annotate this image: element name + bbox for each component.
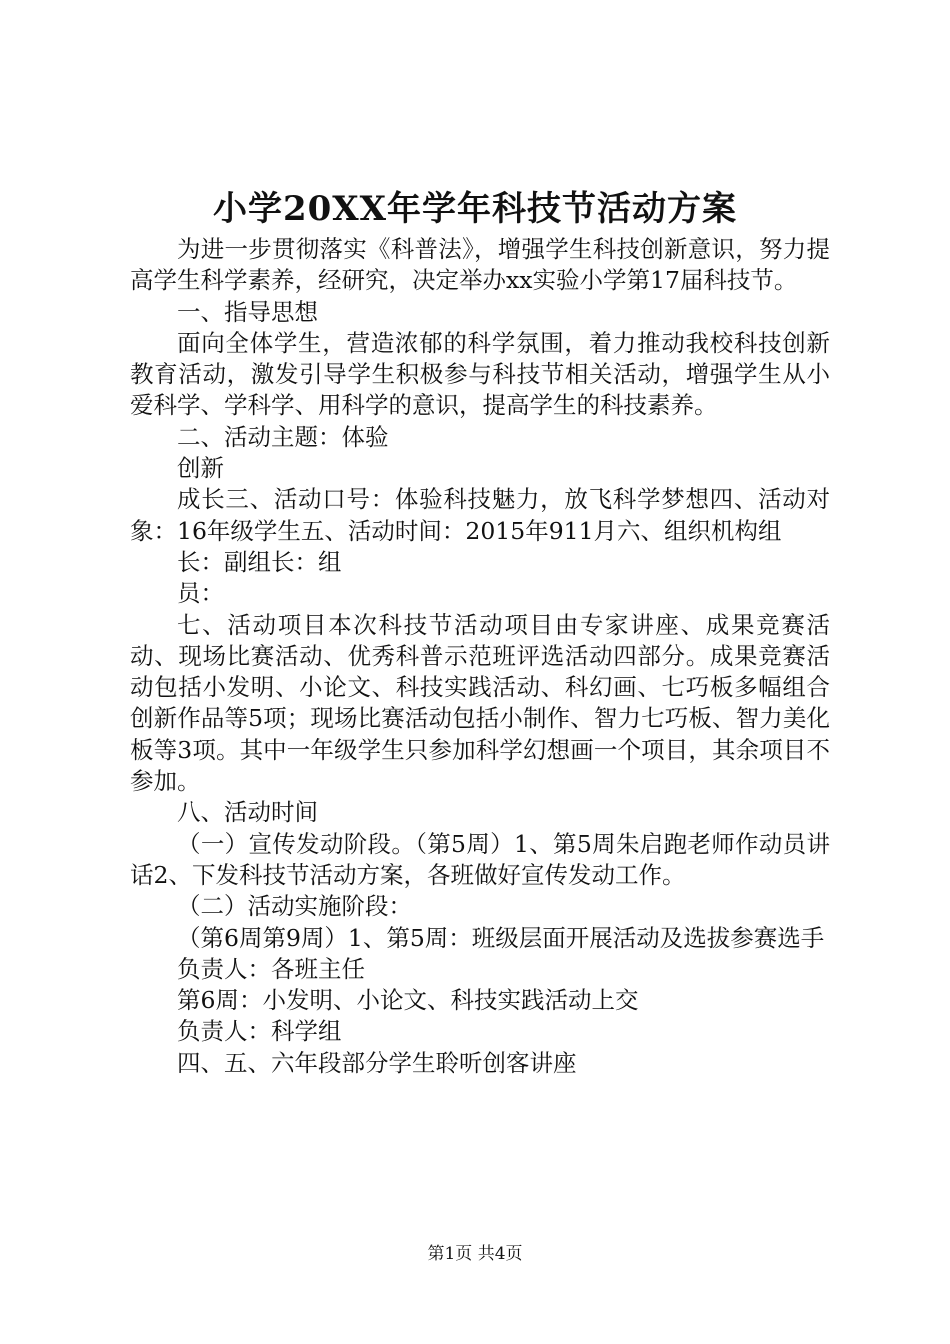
- organization-leader-line: 长：副组长：组: [177, 547, 342, 576]
- page-number-footer: 第1页 共4页: [427, 1244, 523, 1264]
- maker-lecture-line: 四、五、六年段部分学生聆听创客讲座: [177, 1048, 577, 1077]
- slogan-target-time-paragraph: 成长三、活动口号：体验科技魅力，放飞科学梦想四、活动对象：16年级学生五、活动时间：2015年911月六、组织机构组: [130, 485, 830, 545]
- intro-paragraph: 为进一步贯彻落实《科普法》，增强学生科技创新意识，努力提高学生科学素养，经研究，决定举办xx实验小学第17届科技节。: [130, 235, 830, 295]
- section-heading-theme: 二、活动主题：体验: [177, 422, 389, 451]
- phase-two-week-paragraph: （第6周第9周）1、第5周：班级层面开展活动及选拔参赛选手: [177, 923, 825, 952]
- document-body: [130, 234, 830, 1079]
- responsible-class-teachers: 负责人：各班主任: [177, 954, 365, 983]
- theme-line-innovation: 创新: [177, 454, 224, 483]
- activity-items-paragraph: 七、活动项目本次科技节活动项目由专家讲座、成果竞赛活动、现场比赛活动、优秀科普示范班评选活动四部分。成果竞赛活动包括小发明、小论文、科技实践活动、科幻画、七巧板多幅组合创新作品等5项；现场比赛活动包括小制作、智力七巧板、智力美化板等3项。其中一年级学生只参加科学幻想画一个项目，其余项目不参加。: [130, 610, 830, 796]
- week-six-submission: 第6周：小发明、小论文、科技实践活动上交: [177, 986, 639, 1015]
- section-heading-guiding-ideology: 一、指导思想: [177, 297, 318, 326]
- organization-member-line: 员：: [177, 579, 224, 608]
- guiding-ideology-paragraph: 面向全体学生，营造浓郁的科学氛围，着力推动我校科技创新教育活动，激发引导学生积极参与科技节相关活动，增强学生从小爱科学、学科学、用科学的意识，提高学生的科技素养。: [130, 328, 830, 420]
- phase-two-heading: （二）活动实施阶段：: [177, 892, 412, 921]
- section-heading-schedule: 八、活动时间: [177, 798, 318, 827]
- document-title: 小学20XX年学年科技节活动方案: [212, 189, 738, 229]
- responsible-science-group: 负责人：科学组: [177, 1017, 342, 1046]
- phase-one-paragraph: （一）宣传发动阶段。（第5周）1、第5周朱启跑老师作动员讲话2、下发科技节活动方案，各班做好宣传发动工作。: [130, 829, 830, 889]
